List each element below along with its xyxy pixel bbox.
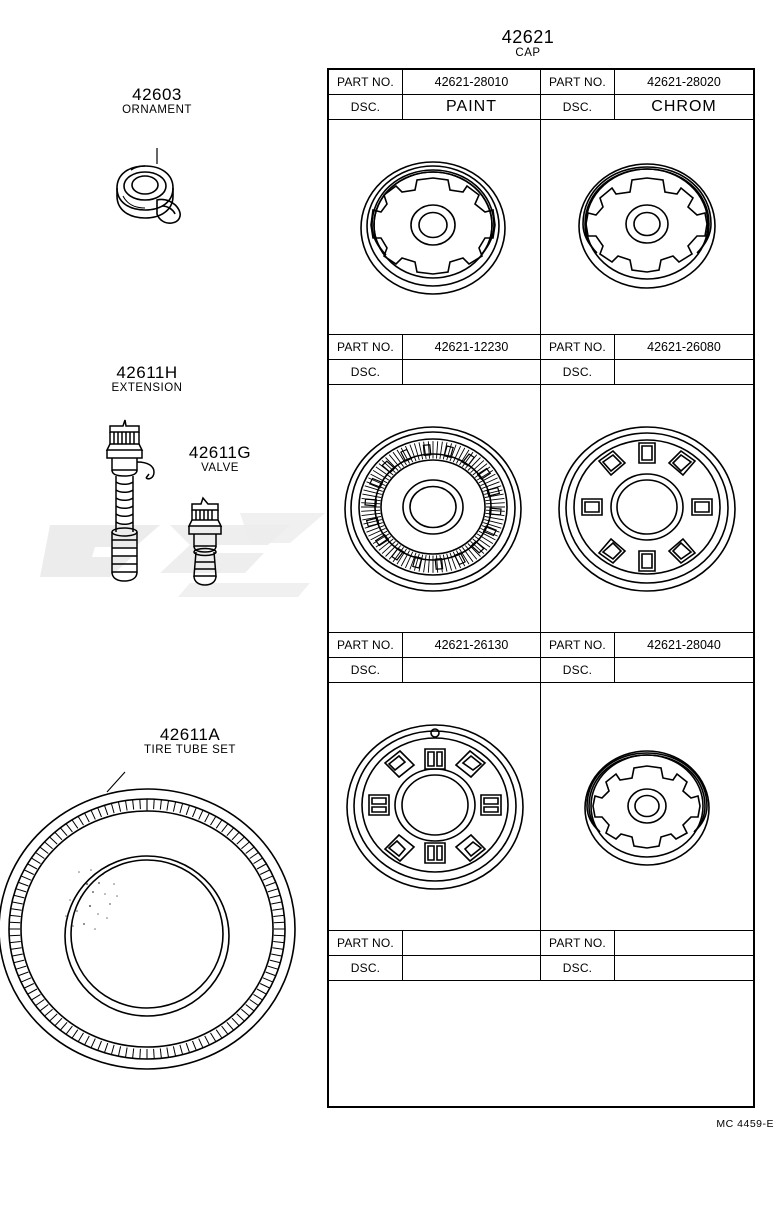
part-no-value [615,931,753,956]
label-42603-desc: ORNAMENT [122,103,192,116]
part-no-value: 42621-28010 [403,70,541,95]
part-no-value: 42621-26130 [403,633,541,658]
part-no-label: PART NO. [541,633,615,658]
label-42603-code: 42603 [132,85,182,104]
part-no-label: PART NO. [541,335,615,360]
table-blank-area [329,981,753,1221]
table-row [329,658,753,683]
wheel-cap-ribbed-image [329,385,541,633]
label-42603 [92,86,222,116]
table-row [329,931,753,956]
part-no-value: 42621-12230 [403,335,541,360]
table-title-code: 42621 [501,27,555,47]
label-42611g-code: 42611G [188,443,252,462]
part-no-value: 42621-28040 [615,633,753,658]
part-no-label: PART NO. [329,931,403,956]
part-no-value: 42621-26080 [615,335,753,360]
dsc-value [615,360,753,385]
illustration-tire-tube-set [0,766,305,1091]
table-row [329,335,753,360]
part-no-label: PART NO. [329,70,403,95]
dsc-label: DSC. [541,956,615,981]
part-no-label: PART NO. [329,633,403,658]
dsc-value: CHROM [615,95,753,120]
dsc-value [403,360,541,385]
label-42611a-desc: TIRE TUBE SET [144,743,236,756]
label-42611h-code: 42611H [116,363,178,382]
illustration-ornament [95,140,215,255]
table-row [329,633,753,658]
wheel-cap-small-image [541,683,753,931]
wheel-cap-slotted-image [541,385,753,633]
dsc-label: DSC. [541,95,615,120]
dsc-label: DSC. [329,95,403,120]
part-no-label: PART NO. [541,931,615,956]
dsc-label: DSC. [541,360,615,385]
dsc-value [403,956,541,981]
table-image-row [329,683,753,931]
part-no-label: PART NO. [329,335,403,360]
dsc-label: DSC. [329,956,403,981]
part-no-label: PART NO. [541,70,615,95]
cap-table [327,68,755,1108]
wheel-cap-chrome-image [541,120,753,335]
table-row [329,70,753,95]
dsc-value [615,956,753,981]
table-row [329,95,753,120]
part-no-value: 42621-28020 [615,70,753,95]
table-image-row [329,120,753,335]
table-image-row [329,385,753,633]
dsc-value [403,658,541,683]
label-42611h [72,364,222,394]
label-42611a-code: 42611A [159,725,221,744]
illustration-valve [180,492,240,607]
dsc-value [615,658,753,683]
label-42611g [160,444,280,474]
label-42611g-desc: VALVE [201,461,239,474]
illustration-extension [92,412,172,607]
table-title [468,28,588,59]
dsc-label: DSC. [541,658,615,683]
wheel-cap-vented-image [329,683,541,931]
table-row [329,956,753,981]
wheel-cap-paint-image [329,120,541,335]
part-no-value [403,931,541,956]
dsc-label: DSC. [329,658,403,683]
table-title-desc: CAP [515,46,541,59]
dsc-label: DSC. [329,360,403,385]
dsc-value: PAINT [403,95,541,120]
table-row [329,360,753,385]
label-42611h-desc: EXTENSION [111,381,183,394]
label-42611a [110,726,270,756]
footer-code: MC 4459-E [716,1118,774,1130]
